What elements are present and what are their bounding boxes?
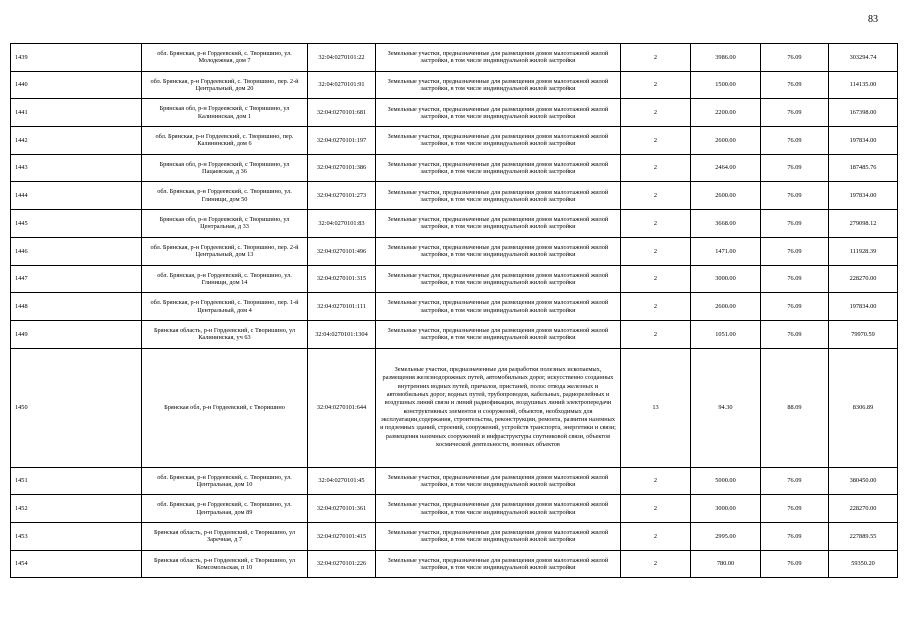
specific-value-cell: 76.09 <box>761 182 829 210</box>
page-number: 83 <box>868 14 878 25</box>
address-cell: обл. Брянская, р-н Гордеевский, с. Творишино, ул. Молодежная, дом 7 <box>142 44 308 72</box>
area-cell: 2600.00 <box>691 127 761 155</box>
cadastral-number-cell: 32:04:0270101:1304 <box>308 320 376 348</box>
row-number-cell: 1440 <box>11 71 142 99</box>
specific-value-cell: 88.09 <box>761 348 829 467</box>
specific-value-cell: 76.09 <box>761 467 829 495</box>
group-cell: 2 <box>621 265 691 293</box>
row-number-cell: 1452 <box>11 495 142 523</box>
table-row <box>11 182 898 210</box>
cadastral-value-cell: 279098.12 <box>829 210 898 238</box>
cadastral-value-cell: 187485.76 <box>829 154 898 182</box>
address-cell: обл. Брянская, р-н Гордеевский, с. Творишино, пер. Калининский, дом 6 <box>142 127 308 155</box>
cadastral-value-cell: 59350.20 <box>829 550 898 578</box>
cadastral-value-table <box>10 43 898 578</box>
group-cell: 2 <box>621 237 691 265</box>
row-number-cell: 1449 <box>11 320 142 348</box>
row-number-cell: 1439 <box>11 44 142 72</box>
cadastral-number-cell: 32:04:0270101:681 <box>308 99 376 127</box>
group-cell: 2 <box>621 44 691 72</box>
cadastral-number-cell: 32:04:0270101:415 <box>308 522 376 550</box>
land-use-cell: Земельные участки, предназначенные для размещения домов малоэтажной жилой застройки, в том числе индивидуальной жилой застройки <box>376 293 621 321</box>
specific-value-cell: 76.09 <box>761 99 829 127</box>
land-use-cell: Земельные участки, предназначенные для размещения домов малоэтажной жилой застройки, в том числе индивидуальной жилой застройки <box>376 522 621 550</box>
cadastral-number-cell: 32:04:0270101:83 <box>308 210 376 238</box>
table-row <box>11 550 898 578</box>
address-cell: обл. Брянская, р-н Гордеевский, с. Творишино, пер. 2-й Центральный, дом 13 <box>142 237 308 265</box>
row-number-cell: 1444 <box>11 182 142 210</box>
area-cell: 3000.00 <box>691 265 761 293</box>
table-row <box>11 495 898 523</box>
address-cell: обл. Брянская, р-н Гордеевский, с. Творишино, ул. Глинищи, дом 14 <box>142 265 308 293</box>
table-row <box>11 467 898 495</box>
address-cell: обл. Брянская, р-н Гордеевский, с. Творишино, пер. 2-й Центральный, дом 20 <box>142 71 308 99</box>
area-cell: 5000.00 <box>691 467 761 495</box>
group-cell: 2 <box>621 154 691 182</box>
row-number-cell: 1445 <box>11 210 142 238</box>
land-use-cell: Земельные участки, предназначенные для размещения домов малоэтажной жилой застройки, в том числе индивидуальной жилой застройки <box>376 44 621 72</box>
group-cell: 2 <box>621 293 691 321</box>
cadastral-number-cell: 32:04:0270101:273 <box>308 182 376 210</box>
cadastral-number-cell: 32:04:0270101:496 <box>308 237 376 265</box>
cadastral-value-cell: 303294.74 <box>829 44 898 72</box>
group-cell: 2 <box>621 467 691 495</box>
row-number-cell: 1441 <box>11 99 142 127</box>
cadastral-value-cell: 228270.00 <box>829 495 898 523</box>
row-number-cell: 1443 <box>11 154 142 182</box>
area-cell: 2995.00 <box>691 522 761 550</box>
specific-value-cell: 76.09 <box>761 293 829 321</box>
specific-value-cell: 76.09 <box>761 154 829 182</box>
row-number-cell: 1450 <box>11 348 142 467</box>
area-cell: 3668.00 <box>691 210 761 238</box>
row-number-cell: 1442 <box>11 127 142 155</box>
cadastral-value-cell: 227889.55 <box>829 522 898 550</box>
address-cell: обл. Брянская, р-н Гордеевский, с. Творишино, пер. 1-й Центральный, дом 4 <box>142 293 308 321</box>
cadastral-value-cell: 167398.00 <box>829 99 898 127</box>
area-cell: 2600.00 <box>691 182 761 210</box>
cadastral-number-cell: 32:04:0270101:386 <box>308 154 376 182</box>
cadastral-number-cell: 32:04:0270101:361 <box>308 495 376 523</box>
row-number-cell: 1454 <box>11 550 142 578</box>
table-row <box>11 71 898 99</box>
specific-value-cell: 76.09 <box>761 127 829 155</box>
cadastral-value-cell: 228270.00 <box>829 265 898 293</box>
area-cell: 780.00 <box>691 550 761 578</box>
specific-value-cell: 76.09 <box>761 495 829 523</box>
area-cell: 1471.00 <box>691 237 761 265</box>
address-cell: Брянская область, р-н Гордеевский, с Творишино, ул Заречная, д 7 <box>142 522 308 550</box>
table-row <box>11 44 898 72</box>
row-number-cell: 1453 <box>11 522 142 550</box>
specific-value-cell: 76.09 <box>761 522 829 550</box>
specific-value-cell: 76.09 <box>761 550 829 578</box>
table-body <box>11 44 898 578</box>
table-row <box>11 127 898 155</box>
table-row <box>11 348 898 467</box>
table-row <box>11 237 898 265</box>
table-row <box>11 265 898 293</box>
cadastral-value-cell: 197834.00 <box>829 127 898 155</box>
address-cell: обл. Брянская, р-н Гордеевский, с. Творишино, ул. Центральная, дом 10 <box>142 467 308 495</box>
table-row <box>11 320 898 348</box>
cadastral-number-cell: 32:04:0270101:644 <box>308 348 376 467</box>
cadastral-value-cell: 79970.59 <box>829 320 898 348</box>
group-cell: 2 <box>621 127 691 155</box>
area-cell: 3986.00 <box>691 44 761 72</box>
address-cell: Брянская обл, р-н Гордеевский, с Творишино, ул Калининская, дом 1 <box>142 99 308 127</box>
specific-value-cell: 76.09 <box>761 71 829 99</box>
land-use-cell: Земельные участки, предназначенные для размещения домов малоэтажной жилой застройки, в том числе индивидуальной жилой застройки <box>376 210 621 238</box>
cadastral-value-cell: 197834.00 <box>829 293 898 321</box>
address-cell: обл. Брянская, р-н Гордеевский, с. Творишино, ул. Центральная, дом 89 <box>142 495 308 523</box>
cadastral-number-cell: 32:04:0270101:91 <box>308 71 376 99</box>
cadastral-value-cell: 380450.00 <box>829 467 898 495</box>
area-cell: 1500.00 <box>691 71 761 99</box>
area-cell: 1051.00 <box>691 320 761 348</box>
address-cell: Брянская обл, р-н Гордеевский, с Творишино <box>142 348 308 467</box>
row-number-cell: 1446 <box>11 237 142 265</box>
cadastral-number-cell: 32:04:0270101:226 <box>308 550 376 578</box>
table-row <box>11 522 898 550</box>
land-use-cell: Земельные участки, предназначенные для размещения домов малоэтажной жилой застройки, в том числе индивидуальной жилой застройки <box>376 237 621 265</box>
area-cell: 2200.00 <box>691 99 761 127</box>
table-row <box>11 293 898 321</box>
cadastral-value-cell: 8306.89 <box>829 348 898 467</box>
specific-value-cell: 76.09 <box>761 44 829 72</box>
land-use-cell: Земельные участки, предназначенные для размещения домов малоэтажной жилой застройки, в том числе индивидуальной жилой застройки <box>376 182 621 210</box>
row-number-cell: 1448 <box>11 293 142 321</box>
land-use-cell: Земельные участки, предназначенные для разработки полезных ископаемых, размещения железнодорожных путей, автомобильных дорог, искусственно созданных внутренних водных путей, причалов, пристаней, полос отвода железных и автомобильных дорог, водных путей, трубопроводов, кабельных, радиорелейных и воздушных линий связи и линий радиофикации, воздушных линий электропередачи конструктивных элементов и сооружений, объектов, необходимых для эксплуатации,содержания, строительства, реконструкции, ремонта, развития наземных и подземных зданий, строений, сооружений, устройств транспорта, энергетики и связи; размещения наземных сооружений и инфраструктуры спутниковой связи, объектов космической деятельности, военных объектов <box>376 348 621 467</box>
table-row <box>11 210 898 238</box>
land-use-cell: Земельные участки, предназначенные для размещения домов малоэтажной жилой застройки, в том числе индивидуальной жилой застройки <box>376 99 621 127</box>
group-cell: 2 <box>621 210 691 238</box>
land-use-cell: Земельные участки, предназначенные для размещения домов малоэтажной жилой застройки, в том числе индивидуальной жилой застройки <box>376 265 621 293</box>
cadastral-number-cell: 32:04:0270101:197 <box>308 127 376 155</box>
land-use-cell: Земельные участки, предназначенные для размещения домов малоэтажной жилой застройки, в том числе индивидуальной жилой застройки <box>376 495 621 523</box>
group-cell: 2 <box>621 320 691 348</box>
cadastral-value-cell: 197834.00 <box>829 182 898 210</box>
specific-value-cell: 76.09 <box>761 237 829 265</box>
area-cell: 3000.00 <box>691 495 761 523</box>
group-cell: 2 <box>621 182 691 210</box>
table-row <box>11 99 898 127</box>
address-cell: Брянская обл, р-н Гордеевский, с Творишино, ул Пацаевская, д 36 <box>142 154 308 182</box>
address-cell: Брянская обл, р-н Гордеевский, с Творишино, ул Центральная, д 33 <box>142 210 308 238</box>
specific-value-cell: 76.09 <box>761 265 829 293</box>
address-cell: обл. Брянская, р-н Гордеевский, с. Творишино, ул. Глинищи, дом 50 <box>142 182 308 210</box>
group-cell: 2 <box>621 550 691 578</box>
group-cell: 13 <box>621 348 691 467</box>
land-use-cell: Земельные участки, предназначенные для размещения домов малоэтажной жилой застройки, в том числе индивидуальной жилой застройки <box>376 550 621 578</box>
cadastral-number-cell: 32:04:0270101:45 <box>308 467 376 495</box>
group-cell: 2 <box>621 495 691 523</box>
specific-value-cell: 76.09 <box>761 210 829 238</box>
land-use-cell: Земельные участки, предназначенные для размещения домов малоэтажной жилой застройки, в том числе индивидуальной жилой застройки <box>376 320 621 348</box>
area-cell: 2464.00 <box>691 154 761 182</box>
cadastral-number-cell: 32:04:0270101:111 <box>308 293 376 321</box>
row-number-cell: 1451 <box>11 467 142 495</box>
land-use-cell: Земельные участки, предназначенные для размещения домов малоэтажной жилой застройки, в том числе индивидуальной жилой застройки <box>376 127 621 155</box>
land-use-cell: Земельные участки, предназначенные для размещения домов малоэтажной жилой застройки, в том числе индивидуальной жилой застройки <box>376 71 621 99</box>
land-use-cell: Земельные участки, предназначенные для размещения домов малоэтажной жилой застройки, в том числе индивидуальной жилой застройки <box>376 467 621 495</box>
group-cell: 2 <box>621 99 691 127</box>
cadastral-value-cell: 114135.00 <box>829 71 898 99</box>
table-row <box>11 154 898 182</box>
row-number-cell: 1447 <box>11 265 142 293</box>
address-cell: Брянская область, р-н Гордеевский, с Творишино, ул Комсомольская, п 10 <box>142 550 308 578</box>
land-use-cell: Земельные участки, предназначенные для размещения домов малоэтажной жилой застройки, в том числе индивидуальной жилой застройки <box>376 154 621 182</box>
specific-value-cell: 76.09 <box>761 320 829 348</box>
area-cell: 2600.00 <box>691 293 761 321</box>
address-cell: Брянская область, р-н Гордеевский, с Творишино, ул Калининская, уч 63 <box>142 320 308 348</box>
group-cell: 2 <box>621 522 691 550</box>
cadastral-number-cell: 32:04:0270101:22 <box>308 44 376 72</box>
group-cell: 2 <box>621 71 691 99</box>
cadastral-value-cell: 111928.39 <box>829 237 898 265</box>
area-cell: 94.30 <box>691 348 761 467</box>
cadastral-number-cell: 32:04:0270101:315 <box>308 265 376 293</box>
